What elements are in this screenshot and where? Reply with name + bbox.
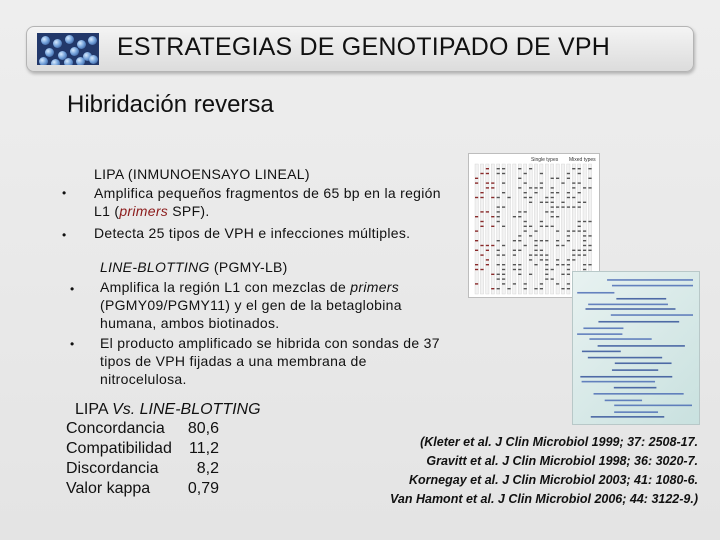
strip-band bbox=[502, 283, 505, 284]
strip-band bbox=[524, 288, 527, 289]
strip-band bbox=[578, 226, 581, 227]
membrane-band bbox=[589, 338, 651, 340]
strip-band bbox=[529, 259, 532, 260]
lipa-bullet-2: Detecta 25 tipos de VPH e infecciones múltiples. bbox=[94, 225, 411, 241]
membrane-band bbox=[585, 308, 675, 310]
table-row bbox=[62, 419, 223, 439]
strip-band bbox=[486, 211, 489, 212]
strip-band bbox=[475, 182, 478, 183]
strip-band bbox=[497, 221, 500, 222]
strip-band bbox=[572, 254, 575, 255]
lineblot-membrane-image bbox=[572, 271, 700, 425]
strip-band bbox=[524, 197, 527, 198]
strip-band bbox=[497, 250, 500, 251]
strip-band bbox=[572, 168, 575, 169]
comparison-table bbox=[62, 419, 223, 499]
strip-lane bbox=[534, 164, 537, 294]
strip-band bbox=[545, 264, 548, 265]
strip-band bbox=[540, 173, 543, 174]
membrane-band bbox=[598, 345, 685, 347]
strip-band bbox=[486, 259, 489, 260]
strip-band bbox=[497, 211, 500, 212]
membrane-band bbox=[588, 304, 668, 306]
strip-band bbox=[529, 254, 532, 255]
strip-band bbox=[588, 235, 591, 236]
membrane-band bbox=[582, 381, 655, 383]
strip-band bbox=[572, 259, 575, 260]
strip-band bbox=[551, 202, 554, 203]
strip-band bbox=[524, 173, 527, 174]
strip-header-right: Mixed types bbox=[569, 157, 596, 163]
strip-band bbox=[572, 230, 575, 231]
strip-band bbox=[561, 288, 564, 289]
strip-band bbox=[578, 250, 581, 251]
strip-band bbox=[475, 216, 478, 217]
strip-band bbox=[486, 173, 489, 174]
strip-band bbox=[518, 269, 521, 270]
strip-band bbox=[529, 235, 532, 236]
strip-band bbox=[480, 192, 483, 193]
strip-band bbox=[480, 173, 483, 174]
strip-band bbox=[567, 178, 570, 179]
strip-band bbox=[540, 182, 543, 183]
strip-lane bbox=[507, 164, 510, 294]
strip-band bbox=[588, 245, 591, 246]
strip-band bbox=[497, 168, 500, 169]
strip-band bbox=[588, 178, 591, 179]
strip-band bbox=[513, 269, 516, 270]
membrane-band bbox=[612, 285, 693, 287]
strip-band bbox=[529, 197, 532, 198]
bullet-glyph: • bbox=[62, 228, 67, 242]
table-row bbox=[62, 459, 223, 479]
membrane-band bbox=[611, 314, 693, 316]
strip-band bbox=[588, 264, 591, 265]
strip-band bbox=[475, 264, 478, 265]
strip-band bbox=[578, 206, 581, 207]
reference-line: Gravitt et al. J Clin Microbiol 1998; 36: 3020-7. bbox=[426, 454, 698, 468]
strip-band bbox=[556, 259, 559, 260]
strip-band bbox=[497, 206, 500, 207]
slide-subtitle: Hibridación reversa bbox=[67, 91, 274, 118]
strip-band bbox=[556, 245, 559, 246]
strip-band bbox=[497, 197, 500, 198]
strip-band bbox=[551, 178, 554, 179]
strip-band bbox=[507, 197, 510, 198]
strip-band bbox=[583, 221, 586, 222]
strip-band bbox=[475, 230, 478, 231]
strip-band bbox=[567, 230, 570, 231]
table-row bbox=[62, 479, 223, 499]
membrane-band bbox=[614, 405, 692, 407]
strip-band bbox=[583, 235, 586, 236]
strip-band bbox=[534, 245, 537, 246]
strip-band bbox=[529, 226, 532, 227]
membrane-band bbox=[614, 387, 657, 389]
strip-band bbox=[556, 206, 559, 207]
strip-band bbox=[578, 192, 581, 193]
strip-band bbox=[583, 245, 586, 246]
strip-band bbox=[551, 269, 554, 270]
strip-band bbox=[551, 192, 554, 193]
reference-line: Kornegay et al. J Clin Microbiol 2003; 41: 1080-6. bbox=[409, 473, 698, 487]
strip-band bbox=[567, 274, 570, 275]
strip-band bbox=[475, 250, 478, 251]
strip-band bbox=[556, 192, 559, 193]
membrane-band bbox=[583, 327, 623, 329]
strip-band bbox=[491, 226, 494, 227]
strip-band bbox=[486, 250, 489, 251]
strip-band bbox=[491, 197, 494, 198]
strip-band bbox=[540, 250, 543, 251]
strip-band bbox=[534, 288, 537, 289]
strip-band bbox=[545, 202, 548, 203]
strip-band bbox=[578, 230, 581, 231]
strip-band bbox=[583, 230, 586, 231]
strip-band bbox=[534, 254, 537, 255]
strip-band bbox=[518, 168, 521, 169]
strip-band bbox=[545, 259, 548, 260]
strip-band bbox=[567, 269, 570, 270]
strip-band bbox=[524, 283, 527, 284]
strip-band bbox=[551, 216, 554, 217]
strip-band bbox=[545, 278, 548, 279]
strip-band bbox=[534, 230, 537, 231]
strip-band bbox=[475, 269, 478, 270]
membrane-band bbox=[614, 411, 658, 413]
strip-band bbox=[561, 274, 564, 275]
strip-band bbox=[502, 278, 505, 279]
strip-band bbox=[491, 187, 494, 188]
strip-band bbox=[545, 269, 548, 270]
membrane-band bbox=[588, 357, 662, 359]
strip-band bbox=[578, 168, 581, 169]
strip-band bbox=[486, 187, 489, 188]
strip-band bbox=[583, 269, 586, 270]
strip-band bbox=[556, 240, 559, 241]
strip-band bbox=[556, 178, 559, 179]
strip-band bbox=[572, 206, 575, 207]
strip-band bbox=[502, 269, 505, 270]
strip-band bbox=[567, 288, 570, 289]
lipa-heading: LIPA (INMUNOENSAYO LINEAL) bbox=[94, 166, 310, 182]
strip-band bbox=[491, 274, 494, 275]
strip-band bbox=[540, 254, 543, 255]
strip-band bbox=[513, 250, 516, 251]
strip-band bbox=[534, 240, 537, 241]
strip-band bbox=[513, 254, 516, 255]
strip-band bbox=[502, 245, 505, 246]
strip-band bbox=[578, 221, 581, 222]
membrane-bands bbox=[577, 279, 693, 417]
row-label: Discordancia bbox=[66, 460, 159, 477]
strip-lane bbox=[513, 164, 516, 294]
membrane-band bbox=[607, 279, 693, 281]
lineblot-bullet-1: Amplifica la región L1 con mezclas de primers (PGMY09/PGMY11) y el gen de la betaglobina humana, ambos biotinados. bbox=[100, 279, 402, 331]
strip-band bbox=[588, 168, 591, 169]
row-label: Valor kappa bbox=[66, 480, 151, 497]
strip-band bbox=[518, 240, 521, 241]
strip-band bbox=[540, 259, 543, 260]
strip-band bbox=[561, 264, 564, 265]
strip-band bbox=[518, 178, 521, 179]
strip-band bbox=[540, 283, 543, 284]
strip-band bbox=[567, 206, 570, 207]
lipa-bullet-1: Amplifica pequeños fragmentos de 65 bp en la región L1 (primers SPF). bbox=[94, 185, 441, 219]
row-value: 11,2 bbox=[189, 440, 219, 457]
membrane-band bbox=[598, 321, 679, 323]
strip-band bbox=[572, 197, 575, 198]
strip-band bbox=[497, 288, 500, 289]
strip-band bbox=[567, 192, 570, 193]
strip-lane bbox=[556, 164, 559, 294]
strip-band bbox=[567, 264, 570, 265]
strip-band bbox=[475, 240, 478, 241]
strip-band bbox=[518, 264, 521, 265]
strip-band bbox=[551, 206, 554, 207]
strip-band bbox=[567, 173, 570, 174]
strip-band bbox=[540, 288, 543, 289]
membrane-band bbox=[591, 416, 664, 418]
title-bar bbox=[26, 26, 694, 72]
strip-band bbox=[545, 226, 548, 227]
strip-lane bbox=[480, 164, 483, 294]
row-label: Compatibilidad bbox=[66, 440, 172, 457]
strip-band bbox=[480, 211, 483, 212]
bullet-glyph: • bbox=[70, 337, 75, 351]
strip-band bbox=[534, 264, 537, 265]
strip-band bbox=[497, 278, 500, 279]
row-label: Concordancia bbox=[66, 420, 165, 437]
strip-band bbox=[497, 240, 500, 241]
strip-band bbox=[529, 168, 532, 169]
strip-band bbox=[567, 283, 570, 284]
strip-band bbox=[524, 182, 527, 183]
reference-line: (Kleter et al. J Clin Microbiol 1999; 37: 2508-17. bbox=[420, 435, 698, 449]
strip-band bbox=[572, 250, 575, 251]
strip-header-left: Single types bbox=[531, 157, 559, 163]
strip-band bbox=[534, 250, 537, 251]
strip-band bbox=[486, 264, 489, 265]
strip-band bbox=[502, 264, 505, 265]
strip-band bbox=[480, 245, 483, 246]
strip-band bbox=[545, 254, 548, 255]
strip-band bbox=[518, 211, 521, 212]
strip-band bbox=[540, 187, 543, 188]
strip-band bbox=[513, 240, 516, 241]
strip-band bbox=[524, 192, 527, 193]
bullet-glyph: • bbox=[62, 186, 67, 200]
row-value: 80,6 bbox=[187, 420, 219, 437]
virus-micrograph-image bbox=[37, 33, 99, 65]
strip-band bbox=[529, 274, 532, 275]
strip-band bbox=[588, 187, 591, 188]
strip-band bbox=[561, 182, 564, 183]
strip-band bbox=[518, 235, 521, 236]
strip-band bbox=[583, 187, 586, 188]
strip-band bbox=[583, 240, 586, 241]
strip-band bbox=[556, 264, 559, 265]
strip-band bbox=[513, 216, 516, 217]
strip-band bbox=[561, 245, 564, 246]
strip-band bbox=[502, 173, 505, 174]
strip-band bbox=[524, 221, 527, 222]
references bbox=[338, 433, 698, 509]
strip-band bbox=[491, 182, 494, 183]
bullet-glyph: • bbox=[70, 282, 75, 296]
row-value: 8,2 bbox=[196, 460, 219, 477]
strip-band bbox=[551, 211, 554, 212]
membrane-band bbox=[582, 351, 621, 353]
membrane-figure bbox=[573, 272, 699, 424]
membrane-band bbox=[616, 298, 666, 300]
strip-band bbox=[551, 197, 554, 198]
strip-band bbox=[578, 202, 581, 203]
membrane-band bbox=[577, 333, 622, 335]
strip-band bbox=[583, 250, 586, 251]
strip-band bbox=[534, 192, 537, 193]
strip-band bbox=[540, 226, 543, 227]
membrane-band bbox=[594, 393, 684, 395]
strip-band bbox=[502, 168, 505, 169]
strip-band bbox=[513, 264, 516, 265]
strip-band bbox=[497, 264, 500, 265]
strip-band bbox=[497, 254, 500, 255]
strip-band bbox=[561, 206, 564, 207]
strip-band bbox=[567, 197, 570, 198]
lineblot-heading: LINE-BLOTTING (PGMY-LB) bbox=[100, 259, 288, 275]
membrane-band bbox=[615, 362, 672, 364]
strip-band bbox=[518, 216, 521, 217]
strip-band bbox=[578, 182, 581, 183]
strip-band bbox=[540, 202, 543, 203]
strip-band bbox=[583, 254, 586, 255]
strip-band bbox=[545, 240, 548, 241]
strip-band bbox=[507, 288, 510, 289]
strip-band bbox=[556, 283, 559, 284]
strip-band bbox=[551, 278, 554, 279]
strip-band bbox=[583, 264, 586, 265]
strip-band bbox=[491, 245, 494, 246]
strip-band bbox=[486, 182, 489, 183]
strip-band bbox=[588, 250, 591, 251]
slide-title: ESTRATEGIAS DE GENOTIPADO DE VPH bbox=[117, 33, 611, 61]
row-value: 0,79 bbox=[187, 480, 219, 497]
strip-band bbox=[502, 192, 505, 193]
strip-band bbox=[567, 259, 570, 260]
strip-band bbox=[486, 168, 489, 169]
strip-band bbox=[480, 254, 483, 255]
strip-band bbox=[475, 197, 478, 198]
strip-band bbox=[534, 187, 537, 188]
membrane-band bbox=[580, 376, 672, 378]
strip-lane bbox=[551, 164, 554, 294]
strip-band bbox=[497, 216, 500, 217]
strip-band bbox=[551, 226, 554, 227]
strip-band bbox=[540, 240, 543, 241]
strip-band bbox=[480, 269, 483, 270]
strip-band bbox=[518, 250, 521, 251]
strip-band bbox=[540, 221, 543, 222]
strip-band bbox=[480, 221, 483, 222]
lineblot-bullet-2: El producto amplificado se hibrida con sondas de 37 tipos de VPH fijadas a una membrana de nitrocelulosa. bbox=[100, 335, 440, 387]
reference-line: Van Hamont et al. J Clin Microbiol 2006; 44: 3122-9.) bbox=[390, 492, 698, 506]
strip-band bbox=[524, 211, 527, 212]
strip-band bbox=[583, 202, 586, 203]
strip-band bbox=[545, 197, 548, 198]
strip-band bbox=[475, 178, 478, 179]
strip-band bbox=[480, 226, 483, 227]
strip-band bbox=[524, 226, 527, 227]
strip-band bbox=[561, 202, 564, 203]
strip-band bbox=[480, 197, 483, 198]
strip-band bbox=[491, 288, 494, 289]
strip-band bbox=[502, 254, 505, 255]
strip-band bbox=[518, 274, 521, 275]
membrane-band bbox=[605, 400, 642, 402]
strip-band bbox=[578, 173, 581, 174]
strip-band bbox=[572, 182, 575, 183]
strip-band bbox=[545, 211, 548, 212]
strip-band bbox=[567, 240, 570, 241]
strip-band bbox=[545, 274, 548, 275]
membrane-band bbox=[577, 292, 614, 294]
strip-band bbox=[502, 226, 505, 227]
strip-band bbox=[567, 235, 570, 236]
strip-band bbox=[529, 202, 532, 203]
strip-band bbox=[486, 245, 489, 246]
strip-band bbox=[518, 187, 521, 188]
strip-band bbox=[588, 221, 591, 222]
membrane-band bbox=[612, 369, 658, 371]
strip-band bbox=[556, 230, 559, 231]
strip-band bbox=[502, 182, 505, 183]
strip-band bbox=[529, 187, 532, 188]
strip-band bbox=[502, 206, 505, 207]
strip-band bbox=[572, 187, 575, 188]
comparison-heading: LIPA Vs. LINE-BLOTTING bbox=[75, 401, 261, 418]
strip-band bbox=[491, 216, 494, 217]
strip-band bbox=[513, 283, 516, 284]
strip-band bbox=[502, 274, 505, 275]
strip-band bbox=[551, 187, 554, 188]
strip-band bbox=[475, 283, 478, 284]
strip-band bbox=[524, 230, 527, 231]
strip-band bbox=[497, 274, 500, 275]
strip-band bbox=[524, 245, 527, 246]
strip-band bbox=[578, 254, 581, 255]
table-row bbox=[62, 439, 223, 459]
strip-band bbox=[556, 216, 559, 217]
strip-band bbox=[497, 173, 500, 174]
